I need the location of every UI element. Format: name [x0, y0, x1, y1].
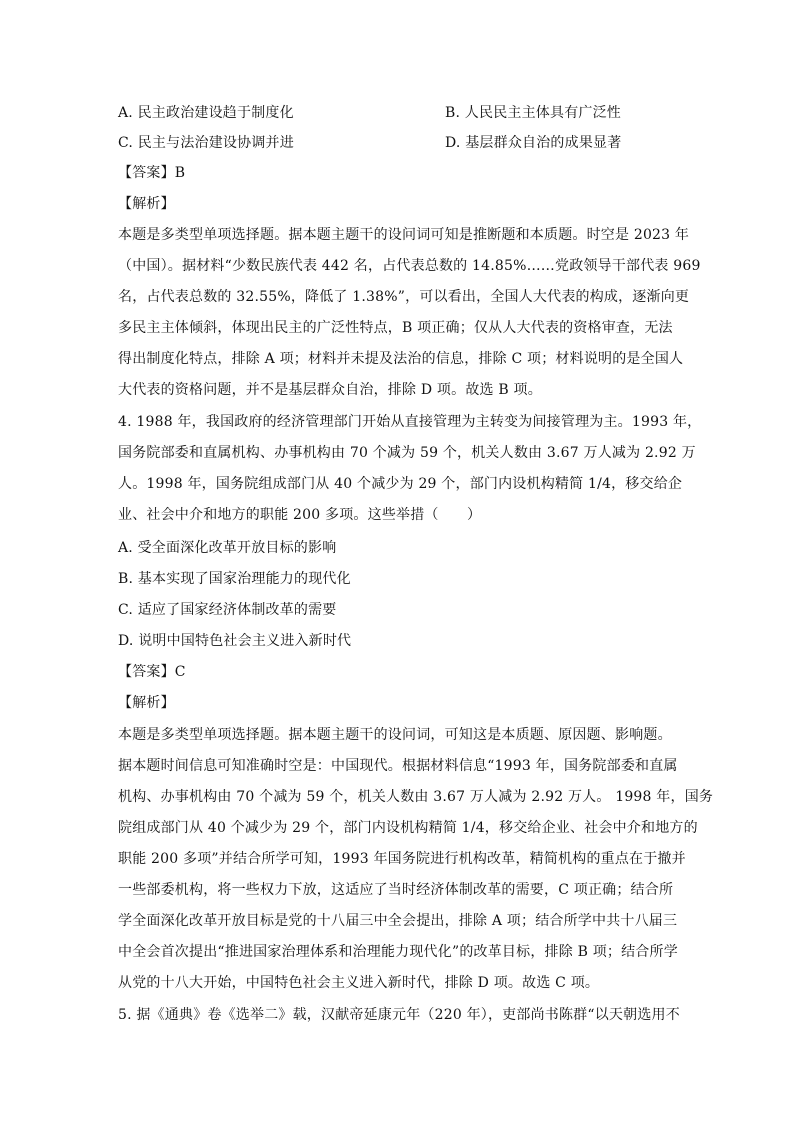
q4-analysis-line: 学全面深化改革开放目标是党的十八届三中全会提出，排除 A 项；结合所学中共十八届三 [118, 913, 678, 929]
q3-analysis-line: 本题是多类型单项选择题。据本题主题干的设问词可知是推断题和本质题。时空是 2023 年 [118, 227, 690, 243]
q4-analysis-line: 本题是多类型单项选择题。据本题主题干的设问词，可知这是本质题、原因题、影响题。 [118, 727, 672, 743]
q3-analysis-line: 多民主主体倾斜，体现出民主的广泛性特点，B 项正确；仅从人大代表的资格审查，无法 [118, 320, 673, 336]
q4-stem-line: 4. 1988 年，我国政府的经济管理部门开始从直接管理为主转变为间接管理为主。1993 年， [118, 414, 702, 430]
q3-analysis-line: 大代表的资格问题，并不是基层群众自治，排除 D 项。故选 B 项。 [118, 382, 542, 398]
q3-option-a: A. 民主政治建设趋于制度化 [118, 105, 294, 121]
q4-analysis-line: 从党的十八大开始，中国特色社会主义进入新时代，排除 D 项。故选 C 项。 [118, 975, 600, 991]
q4-option-a: A. 受全面深化改革开放目标的影响 [118, 540, 337, 556]
q5-stem-line: 5. 据《通典》卷《选举二》载，汉献帝延康元年（220 年），吏部尚书陈群“以天朝选用不 [118, 1007, 680, 1023]
q3-answer: 【答案】B [118, 165, 186, 181]
q4-option-c: C. 适应了国家经济体制改革的需要 [118, 602, 337, 618]
q3-option-b: B. 人民民主主体具有广泛性 [445, 105, 621, 121]
q4-analysis-line: 院组成部门从 40 个减少为 29 个，部门内设机构精简 1/4，移交给企业、社会中介和地方的 [118, 820, 698, 836]
q4-stem-line: 人。1998 年，国务院组成部门从 40 个减少为 29 个，部门内设机构精简 1/4，移交给企 [118, 476, 683, 492]
q4-stem-line: 业、社会中介和地方的职能 200 多项。这些举措（ ） [118, 507, 482, 523]
q3-option-c: C. 民主与法治建设协调并进 [118, 135, 294, 151]
q4-option-b: B. 基本实现了国家治理能力的现代化 [118, 571, 351, 587]
q4-answer: 【答案】C [118, 664, 186, 680]
q4-analysis-line: 机构、办事机构由 70 个减为 59 个，机关人数由 3.67 万人减为 2.92 万人。 1998 年，国务 [118, 789, 714, 805]
q3-analysis-line: 得出制度化特点，排除 A 项；材料并未提及法治的信息，排除 C 项；材料说明的是全国人 [118, 351, 684, 367]
q4-stem-line: 国务院部委和直属机构、办事机构由 70 个减为 59 个，机关人数由 3.67 万人减为 2.92 万 [118, 445, 696, 461]
q4-analysis-line: 职能 200 多项”并结合所学可知，1993 年国务院进行机构改革，精简机构的重点在于撤并 [118, 851, 686, 867]
q4-analysis-label: 【解析】 [118, 695, 175, 711]
q3-analysis-label: 【解析】 [118, 196, 175, 212]
q3-analysis-line: （中国）。据材料“少数民族代表 442 名，占代表总数的 14.85%……党政领导干部代表 969 [118, 258, 701, 274]
q4-analysis-line: 一些部委机构，将一些权力下放，这适应了当时经济体制改革的需要，C 项正确；结合所 [118, 882, 674, 898]
q4-analysis-line: 据本题时间信息可知准确时空是：中国现代。根据材料信息“1993 年，国务院部委和直属 [118, 758, 678, 774]
q3-option-d: D. 基层群众自治的成果显著 [445, 135, 622, 151]
q3-analysis-line: 名，占代表总数的 32.55%，降低了 1.38%”，可以看出，全国人大代表的构成，逐渐向更 [118, 289, 690, 305]
q4-analysis-line: 中全会首次提出“推进国家治理体系和治理能力现代化”的改革目标，排除 B 项；结合所学 [118, 944, 678, 960]
q4-option-d: D. 说明中国特色社会主义进入新时代 [118, 633, 352, 649]
